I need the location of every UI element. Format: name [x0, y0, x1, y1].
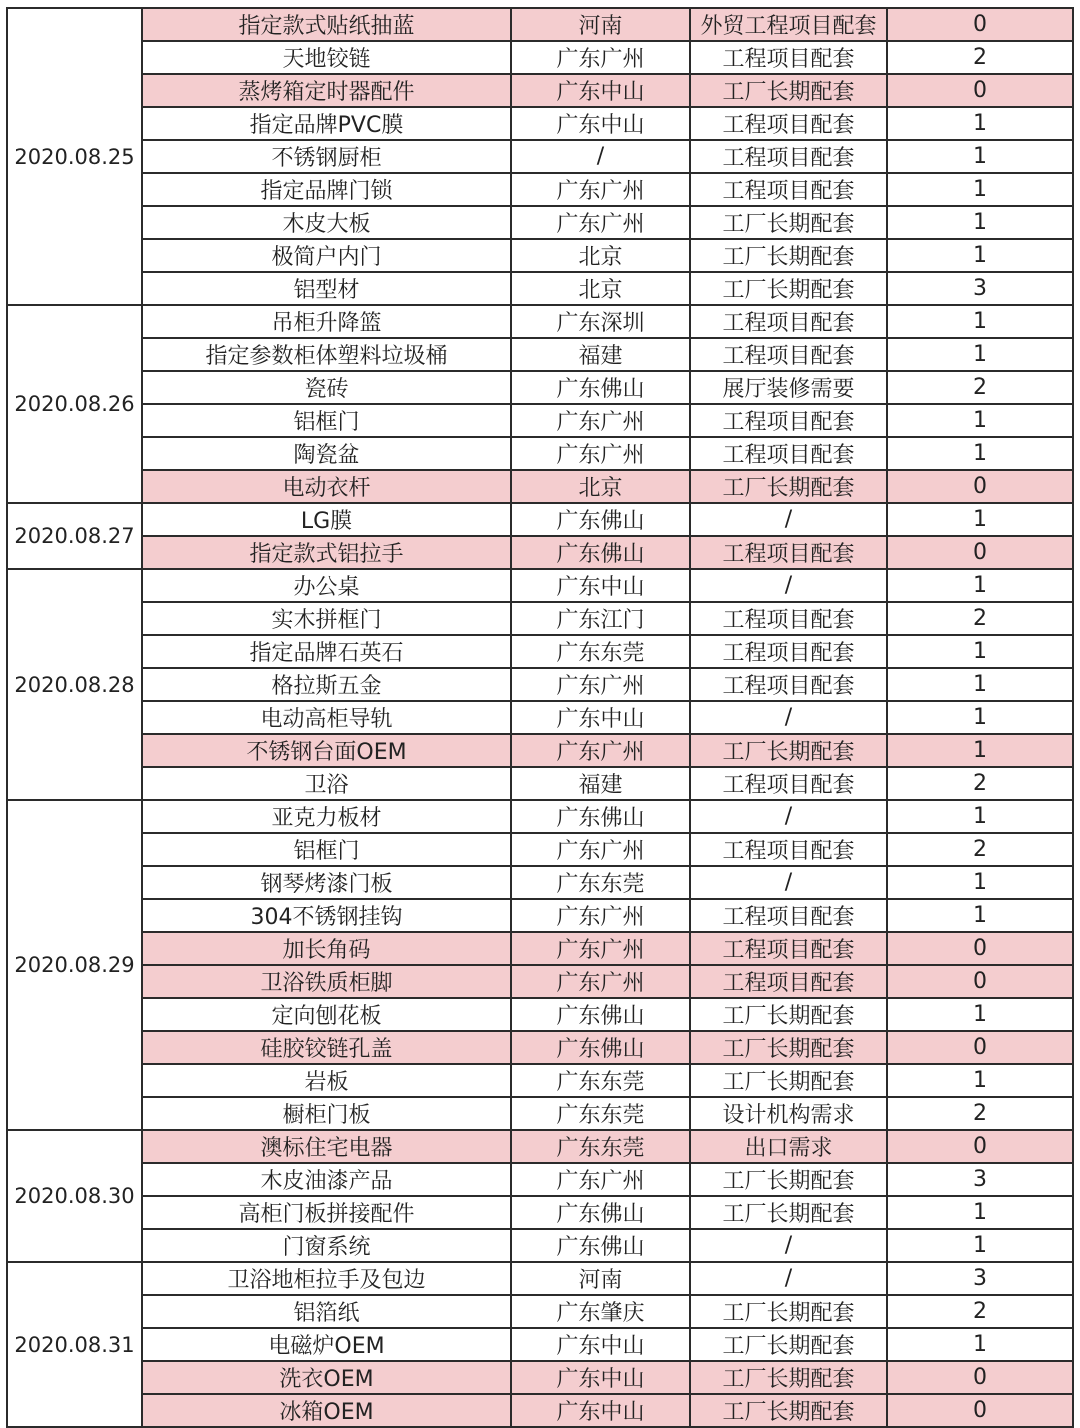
table-row — [7, 1361, 1073, 1394]
region-cell: 广东佛山 — [511, 998, 690, 1031]
product-cell: 高柜门板拼接配件 — [142, 1196, 511, 1229]
purpose-cell: 工厂长期配套 — [690, 206, 887, 239]
purpose-cell: / — [690, 701, 887, 734]
product-cell: 卫浴 — [142, 767, 511, 800]
product-cell: 木皮油漆产品 — [142, 1163, 511, 1196]
table-row — [7, 998, 1073, 1031]
purpose-cell: 工程项目配套 — [690, 536, 887, 569]
date-cell: 2020.08.31 — [7, 1262, 142, 1427]
region-cell: 广东广州 — [511, 173, 690, 206]
purpose-cell: 工程项目配套 — [690, 41, 887, 74]
region-cell: 广东广州 — [511, 1163, 690, 1196]
count-cell: 2 — [887, 833, 1073, 866]
count-cell: 1 — [887, 1064, 1073, 1097]
count-cell: 1 — [887, 107, 1073, 140]
count-cell: 0 — [887, 8, 1073, 41]
count-cell: 1 — [887, 206, 1073, 239]
product-cell: 亚克力板材 — [142, 800, 511, 833]
product-cell: 瓷砖 — [142, 371, 511, 404]
count-cell: 1 — [887, 404, 1073, 437]
sourcing-table — [6, 7, 1074, 1428]
product-cell: 天地铰链 — [142, 41, 511, 74]
product-cell: 实木拼框门 — [142, 602, 511, 635]
region-cell: 广东东莞 — [511, 866, 690, 899]
region-cell: 广东广州 — [511, 734, 690, 767]
date-cell: 2020.08.28 — [7, 569, 142, 800]
region-cell: 福建 — [511, 767, 690, 800]
purpose-cell: 工厂长期配套 — [690, 1163, 887, 1196]
count-cell: 1 — [887, 173, 1073, 206]
table-row — [7, 800, 1073, 833]
table-row — [7, 272, 1073, 305]
purpose-cell: / — [690, 866, 887, 899]
region-cell: 广东广州 — [511, 206, 690, 239]
table-row — [7, 140, 1073, 173]
table-row — [7, 503, 1073, 536]
purpose-cell: 工程项目配套 — [690, 338, 887, 371]
region-cell: 广东东莞 — [511, 635, 690, 668]
table-row — [7, 173, 1073, 206]
table-row — [7, 338, 1073, 371]
count-cell: 1 — [887, 1196, 1073, 1229]
count-cell: 3 — [887, 1163, 1073, 1196]
table-row — [7, 965, 1073, 998]
count-cell: 1 — [887, 305, 1073, 338]
table-row — [7, 41, 1073, 74]
table-row — [7, 899, 1073, 932]
table-row — [7, 1295, 1073, 1328]
count-cell: 1 — [887, 668, 1073, 701]
date-cell: 2020.08.27 — [7, 503, 142, 569]
product-cell: 铝框门 — [142, 833, 511, 866]
table-row — [7, 470, 1073, 503]
table-row — [7, 1163, 1073, 1196]
product-cell: 指定款式贴纸抽蓝 — [142, 8, 511, 41]
table-row — [7, 536, 1073, 569]
product-cell: 指定品牌石英石 — [142, 635, 511, 668]
product-cell: 指定参数柜体塑料垃圾桶 — [142, 338, 511, 371]
purpose-cell: / — [690, 800, 887, 833]
purpose-cell: 工厂长期配套 — [690, 470, 887, 503]
purpose-cell: 设计机构需求 — [690, 1097, 887, 1130]
count-cell: 3 — [887, 272, 1073, 305]
date-cell: 2020.08.30 — [7, 1130, 142, 1262]
product-cell: 定向刨花板 — [142, 998, 511, 1031]
purpose-cell: 工厂长期配套 — [690, 998, 887, 1031]
count-cell: 0 — [887, 1130, 1073, 1163]
purpose-cell: 工程项目配套 — [690, 833, 887, 866]
product-cell: 钢琴烤漆门板 — [142, 866, 511, 899]
product-cell: 陶瓷盆 — [142, 437, 511, 470]
count-cell: 3 — [887, 1262, 1073, 1295]
product-cell: 橱柜门板 — [142, 1097, 511, 1130]
region-cell: 广东佛山 — [511, 1196, 690, 1229]
product-cell: 洗衣OEM — [142, 1361, 511, 1394]
product-cell: LG膜 — [142, 503, 511, 536]
purpose-cell: 工厂长期配套 — [690, 1295, 887, 1328]
region-cell: 广东佛山 — [511, 503, 690, 536]
region-cell: 广东佛山 — [511, 371, 690, 404]
region-cell: 广东中山 — [511, 1361, 690, 1394]
region-cell: 广东肇庆 — [511, 1295, 690, 1328]
region-cell: 广东深圳 — [511, 305, 690, 338]
purpose-cell: 工程项目配套 — [690, 767, 887, 800]
purpose-cell: 工厂长期配套 — [690, 1328, 887, 1361]
count-cell: 0 — [887, 1394, 1073, 1427]
purpose-cell: 工程项目配套 — [690, 173, 887, 206]
product-cell: 卫浴地柜拉手及包边 — [142, 1262, 511, 1295]
region-cell: 广东中山 — [511, 701, 690, 734]
table-row — [7, 1097, 1073, 1130]
purpose-cell: 工厂长期配套 — [690, 1394, 887, 1427]
table-row — [7, 1328, 1073, 1361]
purpose-cell: / — [690, 569, 887, 602]
region-cell: 广东中山 — [511, 1394, 690, 1427]
table-row — [7, 1262, 1073, 1295]
count-cell: 1 — [887, 635, 1073, 668]
region-cell: 北京 — [511, 470, 690, 503]
date-cell: 2020.08.26 — [7, 305, 142, 503]
count-cell: 1 — [887, 998, 1073, 1031]
region-cell: 广东广州 — [511, 41, 690, 74]
count-cell: 0 — [887, 1031, 1073, 1064]
table-row — [7, 8, 1073, 41]
product-cell: 铝框门 — [142, 404, 511, 437]
count-cell: 1 — [887, 866, 1073, 899]
product-cell: 电磁炉OEM — [142, 1328, 511, 1361]
region-cell: 北京 — [511, 272, 690, 305]
count-cell: 1 — [887, 239, 1073, 272]
region-cell: 广东广州 — [511, 668, 690, 701]
table-row — [7, 1196, 1073, 1229]
table-row — [7, 602, 1073, 635]
purpose-cell: 工程项目配套 — [690, 635, 887, 668]
region-cell: 广东广州 — [511, 899, 690, 932]
table-row — [7, 437, 1073, 470]
purpose-cell: 工程项目配套 — [690, 437, 887, 470]
region-cell: 广东东莞 — [511, 1097, 690, 1130]
table-row — [7, 734, 1073, 767]
purpose-cell: 工厂长期配套 — [690, 74, 887, 107]
count-cell: 0 — [887, 932, 1073, 965]
product-cell: 304不锈钢挂钩 — [142, 899, 511, 932]
product-cell: 极简户内门 — [142, 239, 511, 272]
count-cell: 0 — [887, 965, 1073, 998]
product-cell: 指定款式铝拉手 — [142, 536, 511, 569]
table-row — [7, 239, 1073, 272]
purpose-cell: 工厂长期配套 — [690, 239, 887, 272]
count-cell: 1 — [887, 1229, 1073, 1262]
region-cell: 广东佛山 — [511, 1031, 690, 1064]
product-cell: 硅胶铰链孔盖 — [142, 1031, 511, 1064]
count-cell: 1 — [887, 899, 1073, 932]
region-cell: 广东广州 — [511, 932, 690, 965]
purpose-cell: 外贸工程项目配套 — [690, 8, 887, 41]
product-cell: 澳标住宅电器 — [142, 1130, 511, 1163]
table-row — [7, 767, 1073, 800]
product-cell: 门窗系统 — [142, 1229, 511, 1262]
count-cell: 1 — [887, 437, 1073, 470]
product-cell: 岩板 — [142, 1064, 511, 1097]
count-cell: 1 — [887, 701, 1073, 734]
count-cell: 2 — [887, 1097, 1073, 1130]
purpose-cell: 工厂长期配套 — [690, 1361, 887, 1394]
count-cell: 1 — [887, 338, 1073, 371]
product-cell: 冰箱OEM — [142, 1394, 511, 1427]
product-cell: 铝型材 — [142, 272, 511, 305]
purpose-cell: 工程项目配套 — [690, 668, 887, 701]
product-cell: 加长角码 — [142, 932, 511, 965]
date-cell: 2020.08.29 — [7, 800, 142, 1130]
table-row — [7, 107, 1073, 140]
count-cell: 0 — [887, 1361, 1073, 1394]
table-row — [7, 833, 1073, 866]
table-row — [7, 305, 1073, 338]
count-cell: 2 — [887, 1295, 1073, 1328]
product-cell: 蒸烤箱定时器配件 — [142, 74, 511, 107]
table-row — [7, 866, 1073, 899]
count-cell: 1 — [887, 800, 1073, 833]
purpose-cell: 工程项目配套 — [690, 140, 887, 173]
region-cell: 河南 — [511, 8, 690, 41]
purpose-cell: 出口需求 — [690, 1130, 887, 1163]
region-cell: 北京 — [511, 239, 690, 272]
product-cell: 不锈钢台面OEM — [142, 734, 511, 767]
region-cell: 广东中山 — [511, 74, 690, 107]
region-cell: 广东佛山 — [511, 1229, 690, 1262]
region-cell: 广东广州 — [511, 965, 690, 998]
purpose-cell: / — [690, 503, 887, 536]
product-cell: 卫浴铁质柜脚 — [142, 965, 511, 998]
table-row — [7, 569, 1073, 602]
count-cell: 1 — [887, 734, 1073, 767]
region-cell: 广东广州 — [511, 437, 690, 470]
table-row — [7, 1031, 1073, 1064]
region-cell: 广东江门 — [511, 602, 690, 635]
count-cell: 2 — [887, 602, 1073, 635]
table-row — [7, 1229, 1073, 1262]
table-row — [7, 404, 1073, 437]
purpose-cell: 工程项目配套 — [690, 965, 887, 998]
product-cell: 铝箔纸 — [142, 1295, 511, 1328]
region-cell: 广东中山 — [511, 107, 690, 140]
count-cell: 1 — [887, 503, 1073, 536]
product-cell: 格拉斯五金 — [142, 668, 511, 701]
count-cell: 0 — [887, 470, 1073, 503]
region-cell: 广东中山 — [511, 1328, 690, 1361]
table-row — [7, 371, 1073, 404]
table-row — [7, 1130, 1073, 1163]
region-cell: 广东中山 — [511, 569, 690, 602]
purpose-cell: 工程项目配套 — [690, 602, 887, 635]
table-row — [7, 668, 1073, 701]
purpose-cell: 工厂长期配套 — [690, 1031, 887, 1064]
region-cell: 广东东莞 — [511, 1064, 690, 1097]
product-cell: 电动衣杆 — [142, 470, 511, 503]
date-cell: 2020.08.25 — [7, 8, 142, 305]
table-row — [7, 701, 1073, 734]
purpose-cell: 工厂长期配套 — [690, 1064, 887, 1097]
product-cell: 不锈钢厨柜 — [142, 140, 511, 173]
count-cell: 0 — [887, 74, 1073, 107]
region-cell: / — [511, 140, 690, 173]
purpose-cell: / — [690, 1229, 887, 1262]
table-row — [7, 74, 1073, 107]
purpose-cell: 工程项目配套 — [690, 305, 887, 338]
product-cell: 木皮大板 — [142, 206, 511, 239]
region-cell: 广东东莞 — [511, 1130, 690, 1163]
product-cell: 指定品牌PVC膜 — [142, 107, 511, 140]
product-cell: 办公桌 — [142, 569, 511, 602]
table-body — [7, 8, 1073, 1427]
product-cell: 电动高柜导轨 — [142, 701, 511, 734]
table-row — [7, 635, 1073, 668]
region-cell: 广东广州 — [511, 833, 690, 866]
table-row — [7, 932, 1073, 965]
product-cell: 指定品牌门锁 — [142, 173, 511, 206]
purpose-cell: 工程项目配套 — [690, 932, 887, 965]
table-row — [7, 206, 1073, 239]
region-cell: 广东佛山 — [511, 536, 690, 569]
product-cell: 吊柜升降篮 — [142, 305, 511, 338]
region-cell: 广东佛山 — [511, 800, 690, 833]
count-cell: 2 — [887, 371, 1073, 404]
count-cell: 1 — [887, 569, 1073, 602]
purpose-cell: 展厅装修需要 — [690, 371, 887, 404]
count-cell: 1 — [887, 1328, 1073, 1361]
region-cell: 福建 — [511, 338, 690, 371]
purpose-cell: 工程项目配套 — [690, 899, 887, 932]
region-cell: 河南 — [511, 1262, 690, 1295]
count-cell: 2 — [887, 41, 1073, 74]
count-cell: 2 — [887, 767, 1073, 800]
count-cell: 0 — [887, 536, 1073, 569]
region-cell: 广东广州 — [511, 404, 690, 437]
table-row — [7, 1394, 1073, 1427]
purpose-cell: 工厂长期配套 — [690, 1196, 887, 1229]
table-row — [7, 1064, 1073, 1097]
purpose-cell: 工程项目配套 — [690, 404, 887, 437]
purpose-cell: / — [690, 1262, 887, 1295]
purpose-cell: 工程项目配套 — [690, 107, 887, 140]
purpose-cell: 工厂长期配套 — [690, 734, 887, 767]
purpose-cell: 工厂长期配套 — [690, 272, 887, 305]
count-cell: 1 — [887, 140, 1073, 173]
